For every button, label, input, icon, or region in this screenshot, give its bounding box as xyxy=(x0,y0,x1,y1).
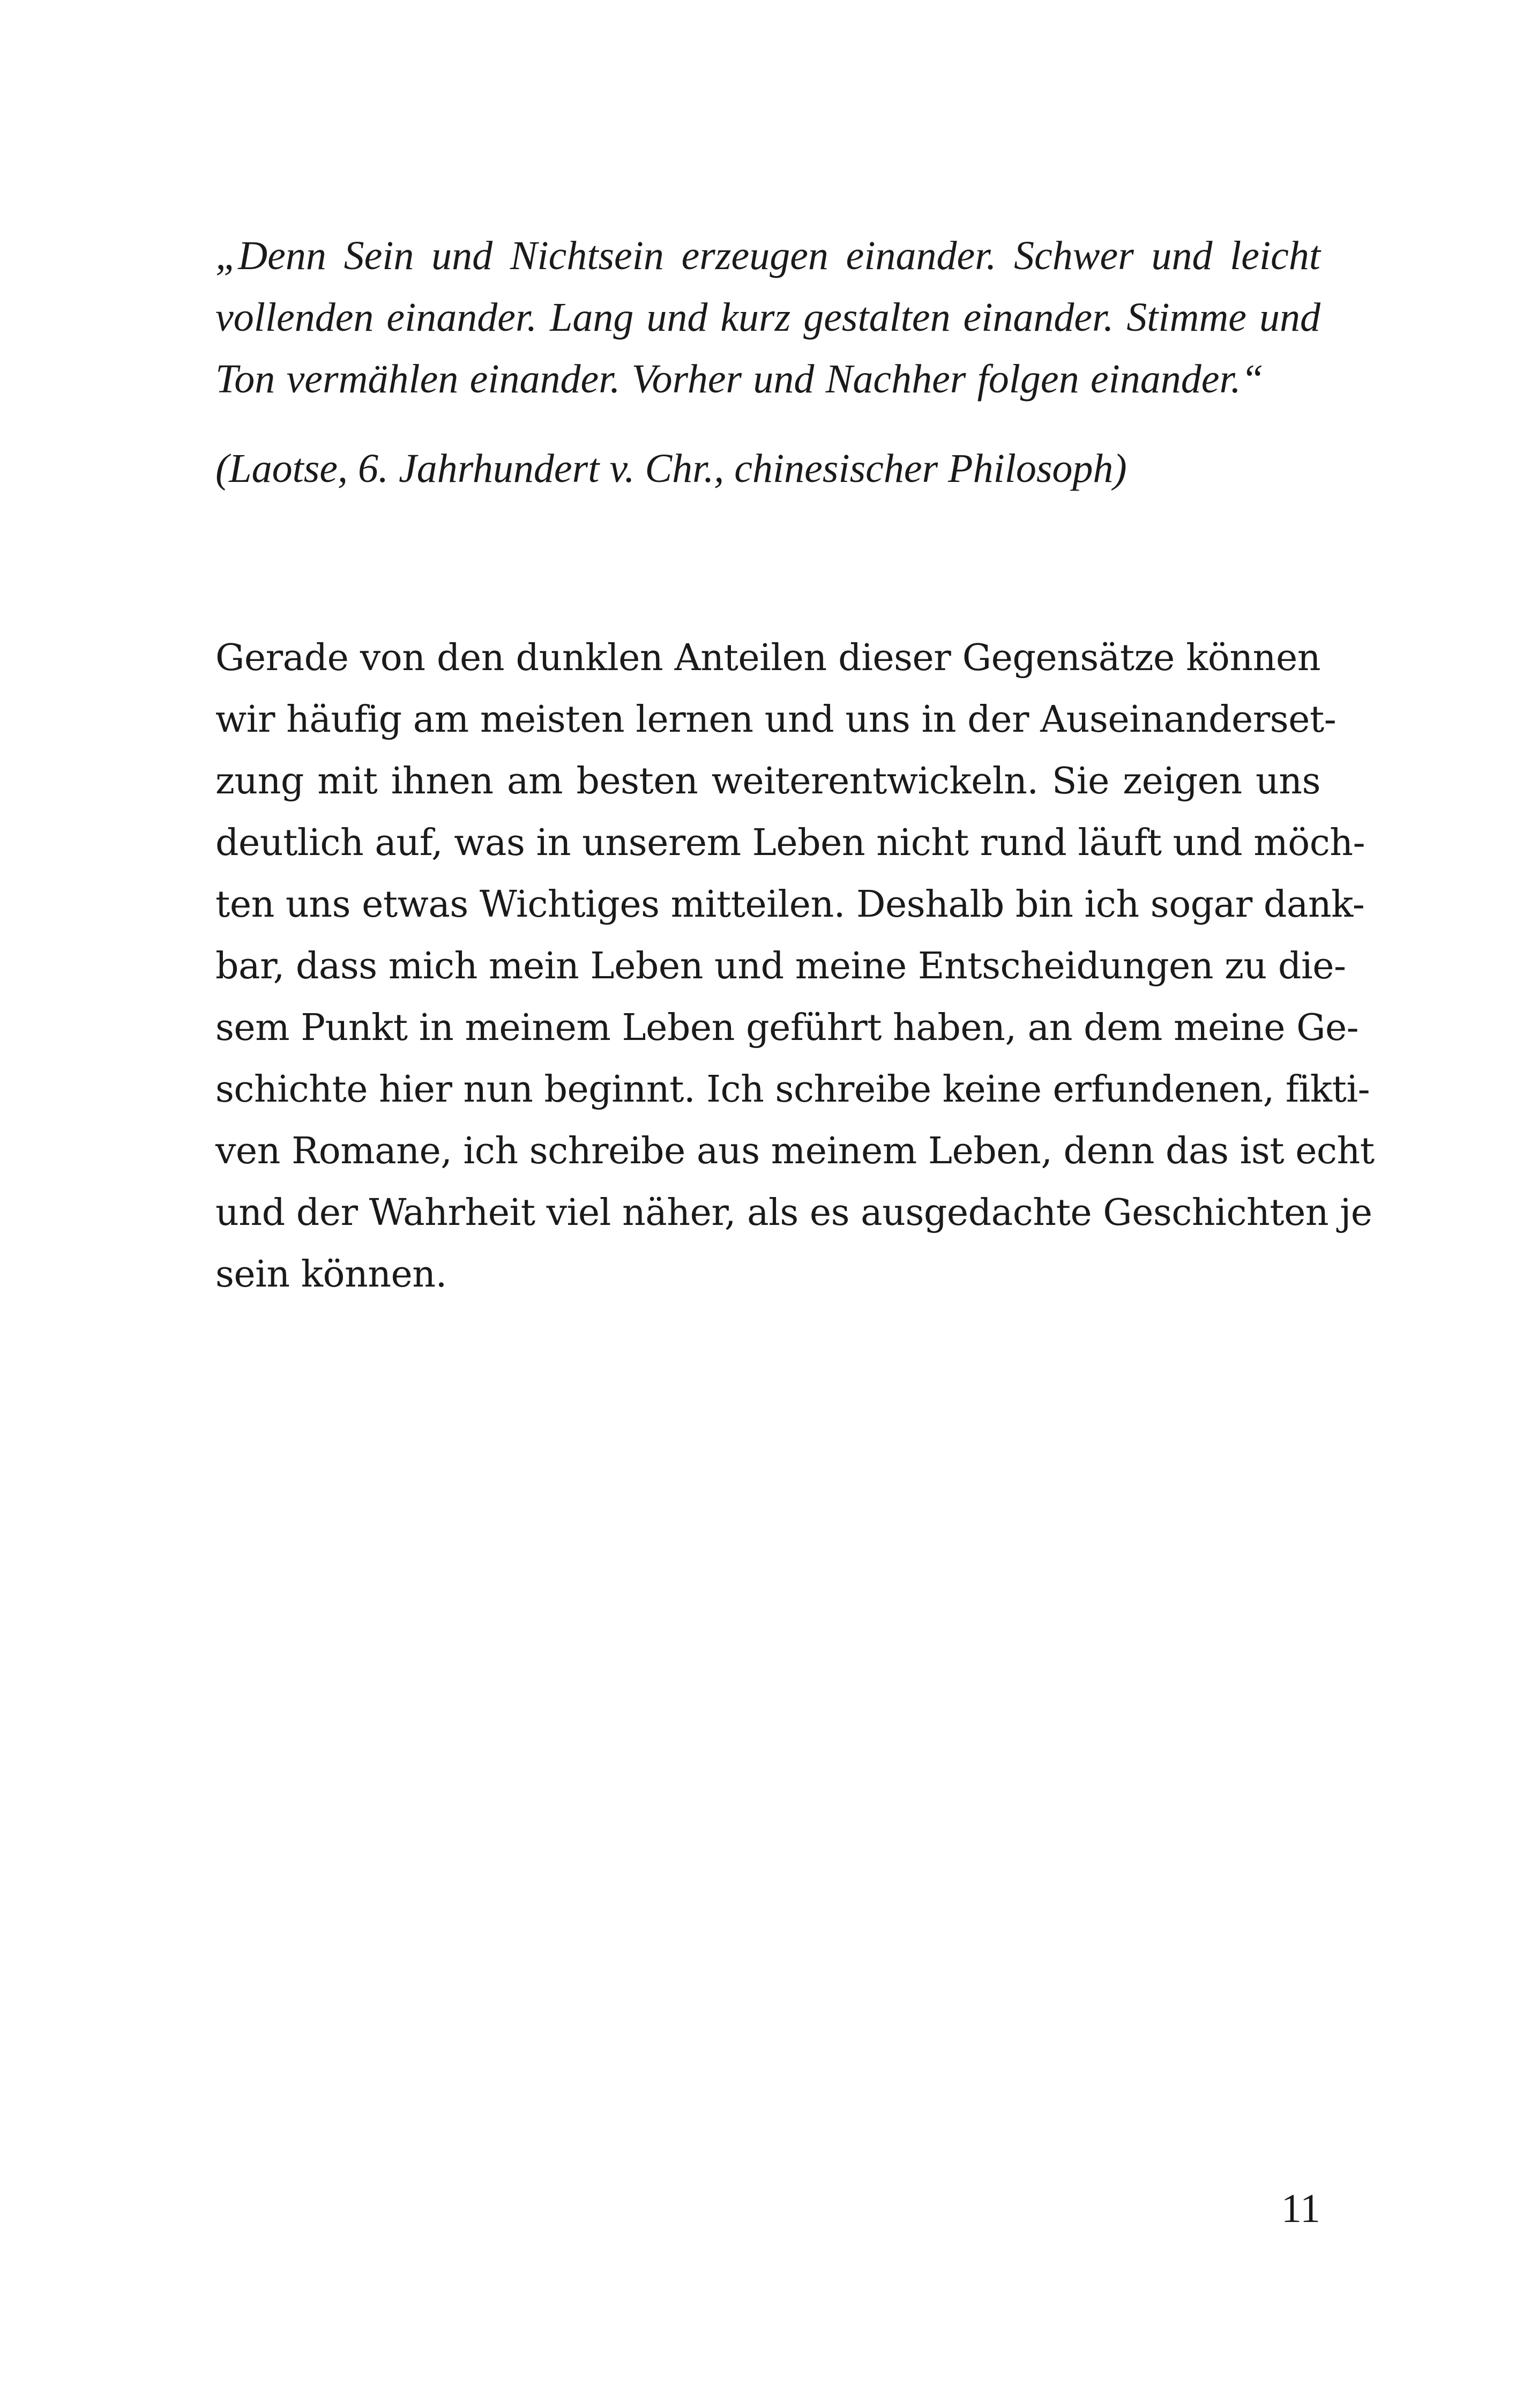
quote-line xyxy=(215,225,1320,287)
quote-word: einander. xyxy=(963,295,1114,340)
quote-word: „Denn xyxy=(215,233,326,278)
body-line: zung mit ihnen am besten weiterentwickeln. Sie zeigen uns xyxy=(215,760,1320,802)
quote-source: (Laotse, 6. Jahrhundert v. Chr., chinesischer Philosoph) xyxy=(215,446,1127,491)
quote-word: erzeugen xyxy=(681,233,828,278)
quote-word: und xyxy=(431,233,493,278)
epigraph-quote xyxy=(215,225,1320,500)
body-line: ven Romane, ich schreibe aus meinem Leben, denn das ist echt xyxy=(215,1130,1375,1172)
body-line: schichte hier nun beginnt. Ich schreibe keine erfundenen, fikti- xyxy=(215,1068,1370,1111)
body-line: wir häufig am meisten lernen und uns in der Auseinanderset- xyxy=(215,698,1337,741)
quote-word: einander. xyxy=(846,233,997,278)
body-line: deutlich auf, was in unserem Leben nicht rund läuft und möch- xyxy=(215,822,1365,864)
quote-word: kurz xyxy=(720,295,791,340)
quote-word: einander.“ xyxy=(1090,356,1264,402)
body-line: Gerade von den dunklen Anteilen dieser Gegensätze können xyxy=(215,637,1320,679)
body-line: und der Wahrheit viel näher, als es ausgedachte Geschichten je xyxy=(215,1192,1372,1234)
quote-line xyxy=(215,287,1320,348)
quote-word: Stimme xyxy=(1126,295,1246,340)
body-line: bar, dass mich mein Leben und meine Entscheidungen zu die- xyxy=(215,945,1346,987)
quote-word: Nachher xyxy=(825,356,966,402)
quote-word: Ton xyxy=(215,356,275,402)
body-line: sein können. xyxy=(215,1253,447,1296)
quote-word: und xyxy=(1259,295,1320,340)
quote-word: vermählen xyxy=(286,356,459,402)
quote-line xyxy=(215,348,1320,410)
quote-word: einander. xyxy=(386,295,537,340)
quote-word: und xyxy=(646,295,708,340)
quote-word: Sein xyxy=(344,233,414,278)
quote-word: Nichtsein xyxy=(510,233,664,278)
quote-word: Vorher xyxy=(631,356,742,402)
page-number: 11 xyxy=(1281,2186,1320,2231)
quote-word: und xyxy=(1151,233,1213,278)
body-paragraph xyxy=(215,627,1375,1305)
quote-word: folgen xyxy=(977,356,1079,402)
quote-word: gestalten xyxy=(803,295,951,340)
quote-word: vollenden xyxy=(215,295,374,340)
quote-word: leicht xyxy=(1230,233,1320,278)
quote-word: Lang xyxy=(550,295,634,340)
body-line: sem Punkt in meinem Leben geführt haben, an dem meine Ge- xyxy=(215,1007,1359,1049)
quote-word: und xyxy=(753,356,815,402)
quote-word: Schwer xyxy=(1014,233,1134,278)
body-line: ten uns etwas Wichtiges mitteilen. Deshalb bin ich sogar dank- xyxy=(215,883,1365,926)
quote-word: einander. xyxy=(469,356,621,402)
